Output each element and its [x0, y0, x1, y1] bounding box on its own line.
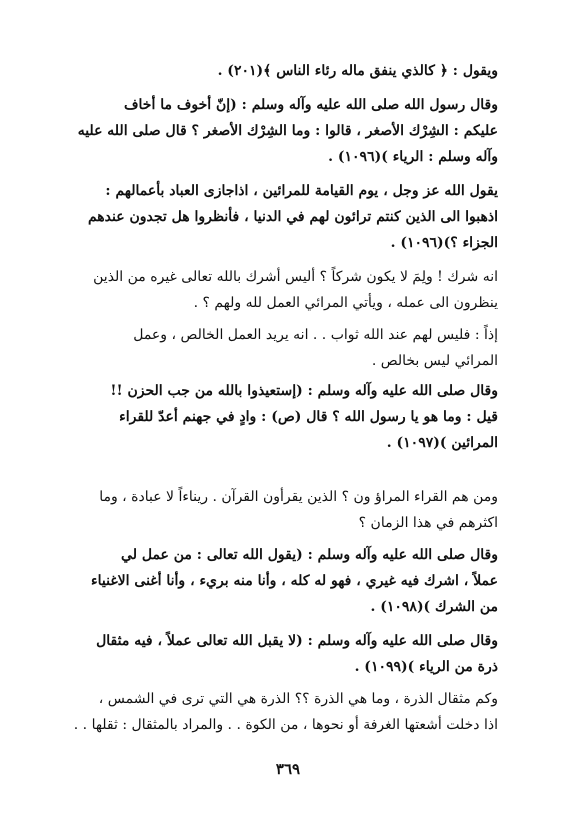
page-number: ٣٦٩	[275, 760, 301, 778]
paragraph-3	[70, 178, 498, 256]
paragraph-6	[70, 378, 498, 456]
paragraph-2	[70, 92, 498, 170]
paragraph-4	[70, 264, 498, 316]
paragraph-line: وآله وسلم : الرياء )(١٠٩٦) .	[328, 149, 498, 165]
paragraph-line: الجزاء ؟)(١٠٩٦) .	[390, 235, 498, 251]
paragraph-line: يقول الله عز وجل ، يوم القيامة للمرائين ، اذاجازى العباد بأعمالهم :	[105, 183, 498, 199]
paragraph-line: ومن هم القراء المراؤ ون ؟ الذين يقرأون القرآن . ريناءاً لا عبادة ، وما	[99, 489, 498, 505]
paragraph-line: قيل : وما هو يا رسول الله ؟ قال (ص) : وادٍ في جهنم أعدّ للقراء	[119, 409, 498, 425]
paragraph-line: اذهبوا الى الذين كنتم ترائون لهم في الدنيا ، فأنظروا هل تجدون عندهم	[87, 209, 498, 225]
paragraph-line: المرائين )(١٠٩٧) .	[386, 435, 498, 451]
paragraph-line: اذا دخلت أشعتها الغرفة أو نحوها ، من الكوة . . والمراد بالمثقال : ثقلها . .	[73, 717, 498, 733]
paragraph-line: وقال صلى الله عليه وآله وسلم : (لا يقبل الله تعالى عملاً ، فيه مثقال	[96, 633, 498, 649]
paragraph-9	[70, 628, 498, 680]
paragraph-line: المرائي ليس بخالص .	[371, 353, 498, 369]
paragraph-line: ويقول : ﴿ كالذي ينفق ماله رئاء الناس ﴾(٢٠١) .	[217, 63, 498, 79]
paragraph-line: ينظرون الى عمله ، ويأتي المرائي العمل لله ولهم ؟ .	[193, 295, 498, 311]
paragraph-line: وقال صلى الله عليه وآله وسلم : (إستعيذوا بالله من جب الحزن !!	[110, 383, 498, 399]
paragraph-5	[70, 322, 498, 374]
paragraph-line: من الشرك )(١٠٩٨) .	[370, 599, 498, 615]
paragraph-7	[70, 484, 498, 536]
paragraph-line: وقال صلى الله عليه وآله وسلم : (يقول الله تعالى : من عمل لي	[121, 547, 498, 563]
paragraph-1	[70, 58, 498, 84]
paragraph-line: وقال رسول الله صلى الله عليه وآله وسلم : (إنّ أخوف ما أخاف	[124, 97, 498, 113]
paragraph-line: عليكم : الشِرْك الأصغر ، قالوا : وما الشِرْك الأصغر ؟ قال صلى الله عليه	[77, 123, 498, 139]
paragraph-line: عملاً ، اشرك فيه غيري ، فهو له كله ، وأنا منه بريء ، وأنا أغنى الاغنياء	[91, 573, 498, 589]
paragraph-10	[70, 686, 498, 738]
paragraph-8	[70, 542, 498, 620]
paragraph-line: انه شرك ! ولِمَ لا يكون شركاً ؟ أليس أشرك بالله تعالى غيره من الذين	[93, 269, 498, 285]
paragraph-line: اكثرهم في هذا الزمان ؟	[358, 515, 498, 531]
paragraph-line: إذاً : فليس لهم عند الله ثواب . . انه يريد العمل الخالص ، وعمل	[133, 327, 498, 343]
paragraph-line: ذرة من الرياء )(١٠٩٩) .	[354, 659, 498, 675]
paragraph-line: وكم مثقال الذرة ، وما هي الذرة ؟؟ الذرة هي التي ترى في الشمس ،	[98, 691, 498, 707]
